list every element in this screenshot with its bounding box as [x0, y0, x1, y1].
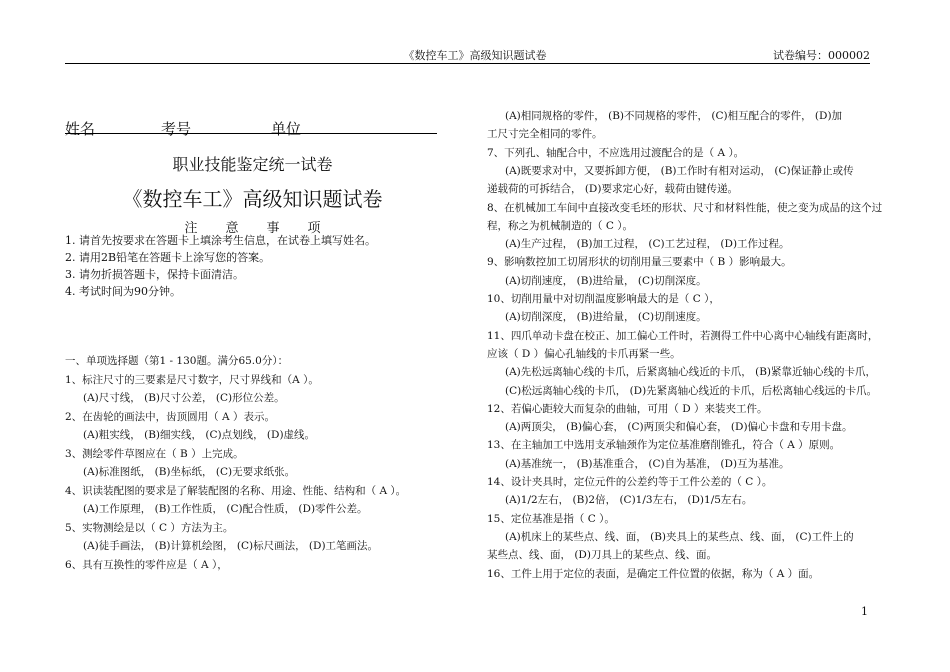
paper-title: 《数控车工》高级知识题试卷: [122, 187, 383, 211]
question-line: 某些点、线、面， (D)刀具上的某些点、线、面。: [487, 549, 717, 562]
answer-options: (A)生产过程， (B)加工过程， (C)工艺过程， (D)工作过程。: [505, 238, 790, 251]
question-line: 10、切削用量中对切削温度影响最大的是（ C ），: [487, 293, 720, 305]
answer-options: (A)徒手画法， (B)计算机绘图， (C)标尺画法， (D)工笔画法。: [83, 540, 379, 552]
answer-options: (A)基准统一， (B)基准重合， (C)自为基准， (D)互为基准。: [505, 457, 790, 470]
answer-options: (A)相同规格的零件， (B)不同规格的零件， (C)相互配合的零件， (D)加: [505, 110, 843, 122]
question-line: 递载荷的可拆结合， (D)要求定心好，载荷由键传递。: [487, 183, 738, 196]
unit-label: 单位: [271, 120, 302, 138]
answer-options: (A)切削深度， (B)进给量， (C)切削速度。: [505, 311, 707, 324]
question-line: 2、在齿轮的画法中，齿顶圆用（ A ）表示。: [65, 410, 275, 423]
question-line: 8、在机械加工车间中直接改变毛坯的形状、尺寸和材料性能，使之变为成品的这个过: [487, 201, 883, 214]
question-line: 16、工件上用于定位的表面，是确定工件位置的依据，称为（ A ）面。: [487, 567, 820, 580]
question-line: 程，称之为机械制造的（ C ）。: [487, 219, 633, 232]
header-rule: [65, 63, 870, 64]
answer-options: (A)工作原理， (B)工作性质， (C)配合性质， (D)零件公差。: [83, 503, 368, 515]
notes-list: [65, 232, 440, 300]
answer-options: (A)机床上的某些点、线、面， (B)夹具上的某些点、线、面， (C)工件上的: [505, 530, 854, 543]
question-line: 14、设计夹具时，定位元件的公差约等于工件公差的（ C ）。: [487, 476, 773, 488]
answer-options: (A)尺寸线， (B)尺寸公差， (C)形位公差。: [83, 392, 285, 404]
exam-number-label: 考号: [161, 120, 192, 138]
note-item: 1. 请首先按要求在答题卡上填涂考生信息，在试卷上填写姓名。: [65, 234, 376, 247]
page-header-title: 《数控车工》高级知识题试卷: [403, 49, 547, 62]
question-line: 13、在主轴加工中选用支承轴颈作为定位基准磨削锥孔，符合（ A ）原则。: [487, 439, 841, 452]
question-line: 11、四爪单动卡盘在校正、加工偏心工件时，若测得工件中心离中心轴线有距离时，: [487, 329, 879, 342]
name-label: 姓名: [65, 120, 96, 138]
question-line: 工尺寸完全相同的零件。: [487, 128, 603, 141]
question-line: 9、影响数控加工切屑形状的切削用量三要素中（ B ）影响最大。: [487, 256, 792, 269]
answer-options: (A)两顶尖， (B)偏心套， (C)两顶尖和偏心套， (D)偏心卡盘和专用卡盘。: [505, 421, 853, 434]
exam-title: 职业技能鉴定统一试卷: [172, 155, 333, 174]
question-line: 3、测绘零件草图应在（ B ）上完成。: [65, 447, 244, 460]
question-line: 5、实物测绘是以（ C ）方法为主。: [65, 521, 234, 534]
page-number: 1: [861, 605, 868, 618]
question-line: 一、单项选择题（第1 - 130题。满分65.0分）：: [65, 355, 289, 367]
answer-options: (A)粗实线， (B)细实线， (C)点划线， (D)虚线。: [83, 429, 316, 441]
answer-options: (C)松远离轴心线的卡爪， (D)先紧离轴心线近的卡爪，后松离轴心线远的卡爪。: [505, 384, 878, 397]
answer-options: (A)1/2左右， (B)2倍， (C)1/3左右， (D)1/5左右。: [505, 494, 753, 507]
question-line: 12、若偏心距较大而复杂的曲轴，可用（ D ）来装夹工件。: [487, 402, 768, 415]
answer-options: (A)先松远离轴心线的卡爪，后紧离轴心线近的卡爪， (B)紧靠近轴心线的卡爪，: [505, 366, 877, 379]
answer-options: (A)既要求对中，又要拆卸方便， (B)工作时有相对运动， (C)保证静止或传: [505, 164, 854, 177]
notes-title: 注意事项: [184, 221, 349, 236]
question-line: 15、定位基准是指（ C ）。: [487, 512, 615, 525]
note-item: 2. 请用2B铅笔在答题卡上涂写您的答案。: [65, 251, 271, 264]
answer-options: (A)标准图纸， (B)坐标纸， (C)无要求纸张。: [83, 466, 296, 478]
paper-code: 试卷编号：000002: [773, 49, 870, 62]
info-underline: [65, 133, 437, 134]
question-line: 4、识读装配图的要求是了解装配图的名称、用途、性能、结构和（ A ）。: [65, 484, 407, 497]
note-item: 3. 请勿折损答题卡，保持卡面清洁。: [65, 268, 244, 281]
question-line: 7、下列孔、轴配合中，不应选用过渡配合的是（ A ）。: [487, 146, 745, 159]
question-line: 6、具有互换性的零件应是（ A ），: [65, 558, 228, 571]
note-item: 4. 考试时间为90分钟。: [65, 285, 181, 298]
question-line: 应该（ D ）偏心孔轴线的卡爪再紧一些。: [487, 347, 681, 360]
question-line: 1、标注尺寸的三要素是尺寸数字，尺寸界线和（A ）。: [65, 373, 319, 386]
answer-options: (A)切削速度， (B)进给量， (C)切削深度。: [505, 274, 707, 287]
